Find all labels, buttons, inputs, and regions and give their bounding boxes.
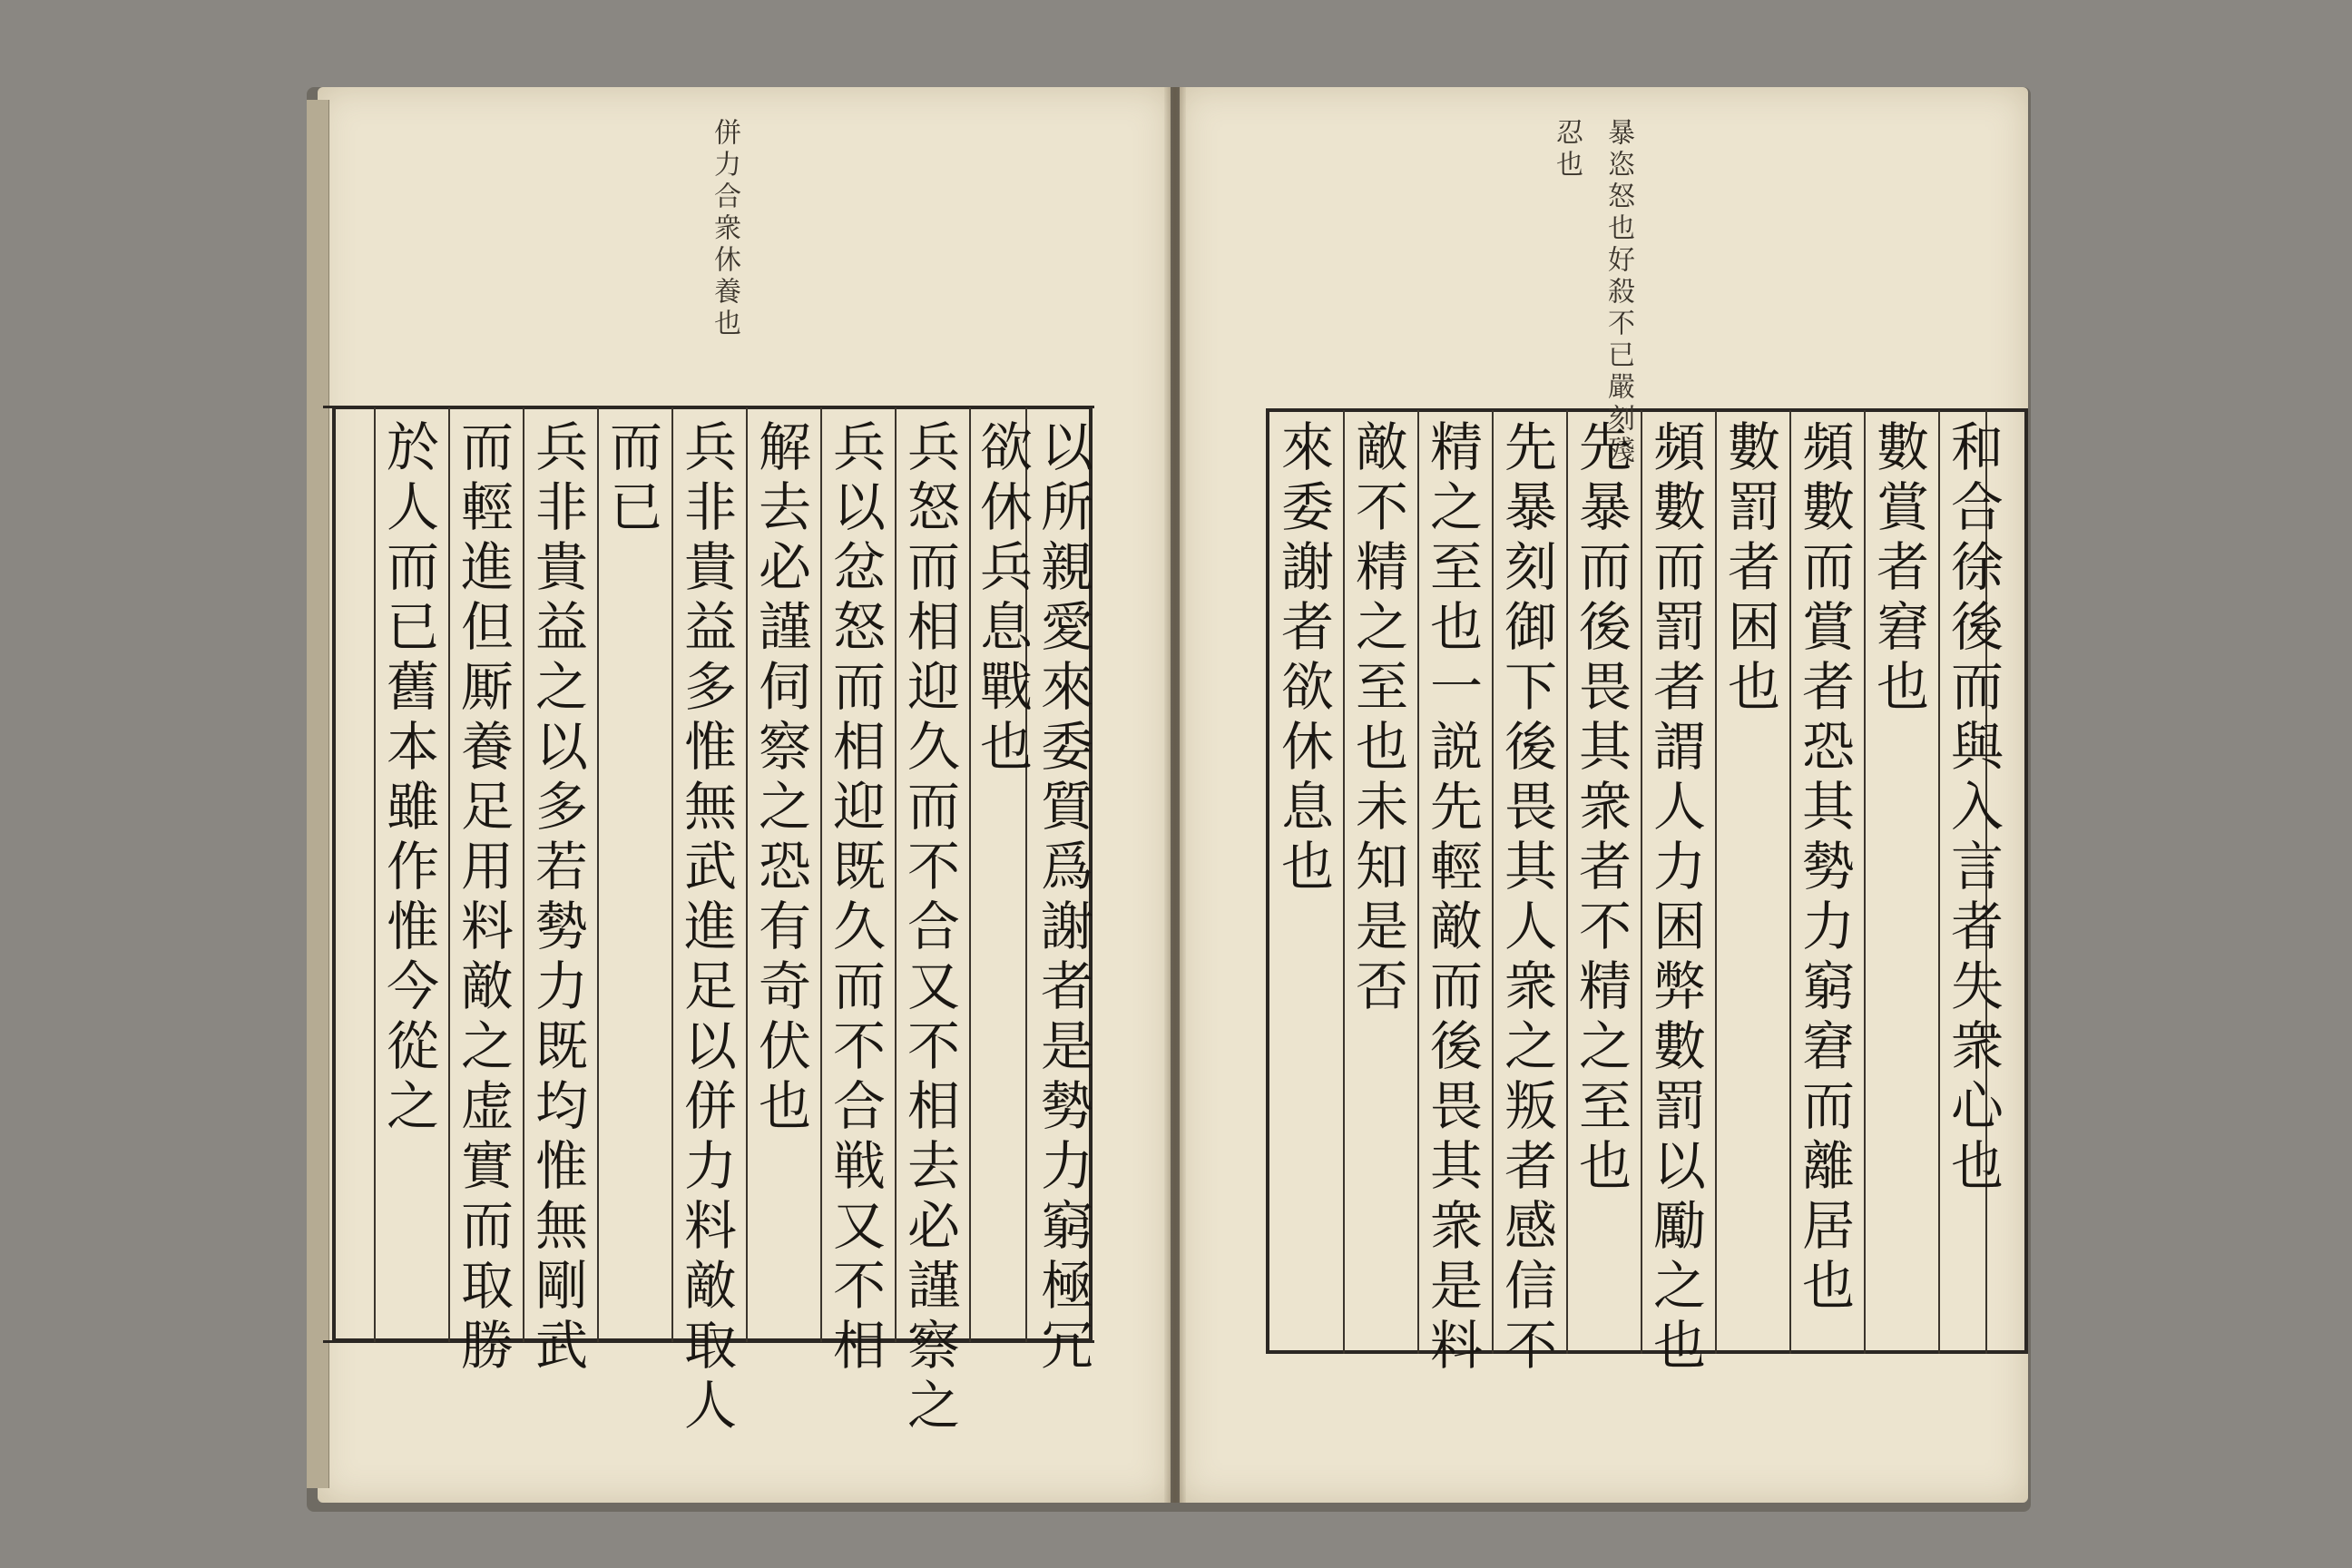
- right-top-note: 暴恣怒也好殺不已嚴刻殘: [1602, 118, 1634, 467]
- text-column: 和合徐後而與入言者失衆心也: [1942, 419, 2004, 1198]
- text-column: 解去必謹伺察之恐有奇伏也: [750, 419, 811, 1138]
- text-column: 敵不精之至也未知是否: [1347, 419, 1408, 1018]
- text-column: 先暴刻御下後畏其人衆之叛者感信不: [1495, 419, 1557, 1377]
- text-column: 而已: [601, 419, 662, 539]
- text-column: 兵以忿怒而相迎既久而不合戦又不相: [824, 419, 886, 1377]
- text-column: 數賞者窘也: [1867, 419, 1929, 719]
- text-column: 頻數而罰者謂人力困弊數罰以勵之也: [1644, 419, 1706, 1377]
- text-column: 以所親愛來委質爲謝者是勢力窮極冗: [1032, 419, 1093, 1377]
- column-rule: [597, 407, 599, 1342]
- text-column: 先暴而後畏其衆者不精之至也: [1570, 419, 1632, 1198]
- text-column: 兵非貴益多惟無武進足以併力料敵取人: [675, 419, 737, 1437]
- book-gutter: [1164, 87, 1186, 1503]
- text-column: 欲休兵息戰也: [971, 419, 1033, 779]
- left-top-note: 併力合衆休養也: [709, 118, 740, 340]
- right-top-note-2: 忍也: [1551, 118, 1583, 181]
- text-column: 數罰者困也: [1719, 419, 1780, 719]
- text-column: 兵怒而相迎久而不合又不相去必謹察之: [898, 419, 960, 1437]
- text-column: 來委謝者欲休息也: [1272, 419, 1334, 898]
- text-column: 精之至也一説先輕敵而後畏其衆是料: [1421, 419, 1483, 1377]
- text-column: 於人而已舊本雖作惟今從之: [377, 419, 439, 1138]
- book-edge: [307, 100, 329, 1488]
- text-column: 兵非貴益之以多若勢力既均惟無剛武: [526, 419, 588, 1377]
- text-column: 而輕進但厮養足用料敵之虚實而取勝: [452, 419, 514, 1377]
- text-column: 頻數而賞者恐其勢力窮窘而離居也: [1793, 419, 1855, 1318]
